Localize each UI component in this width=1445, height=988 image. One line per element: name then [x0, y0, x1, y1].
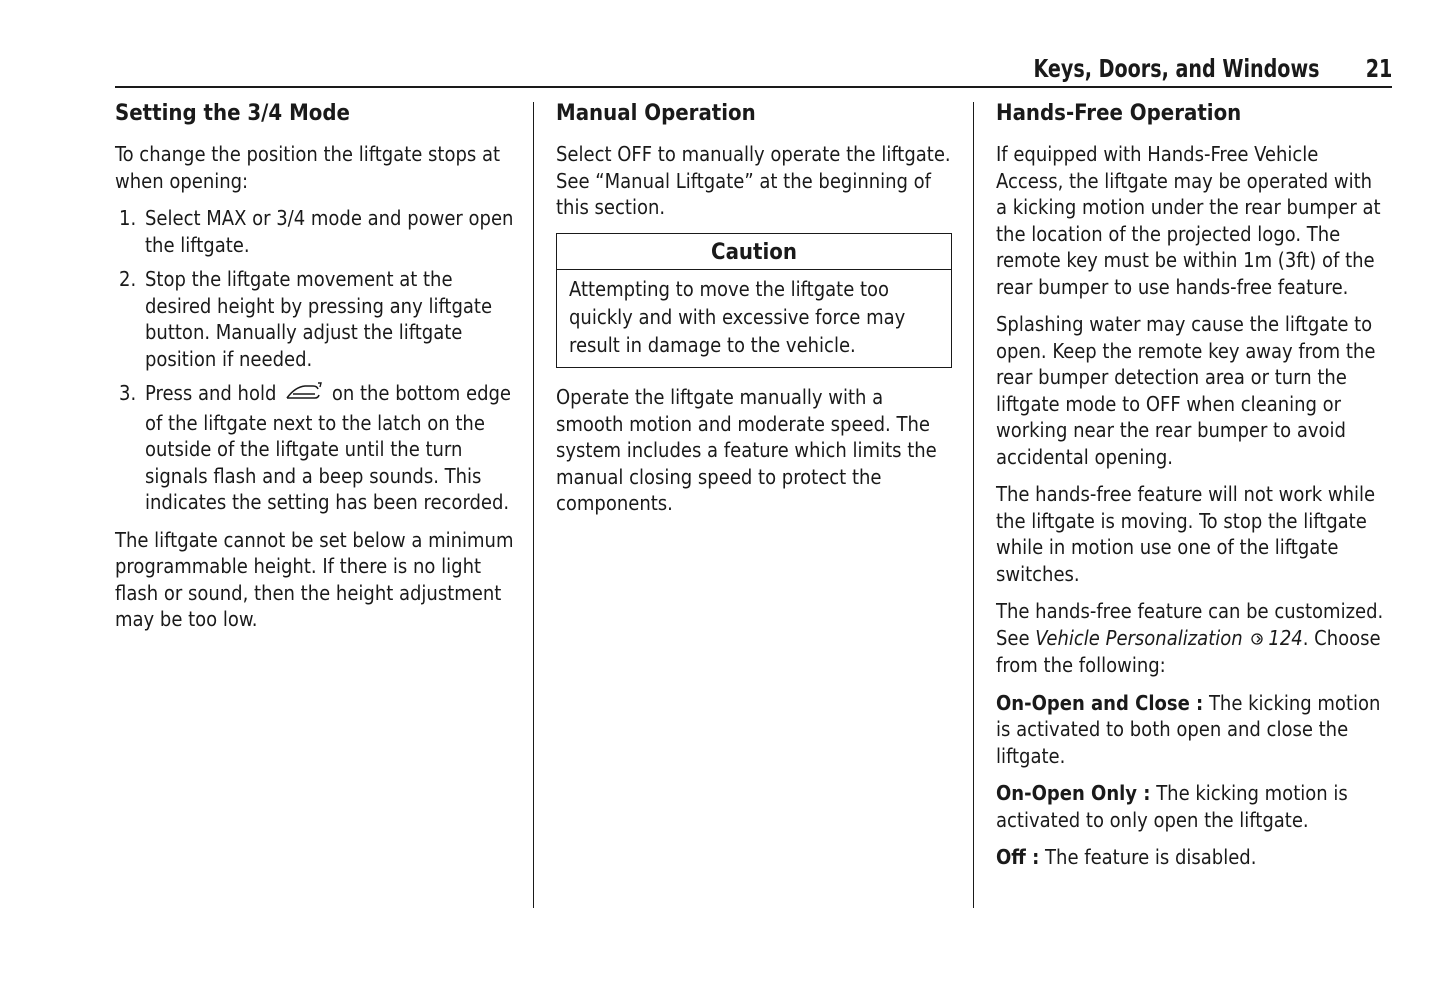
caution-box — [556, 233, 952, 369]
caution-body: Attempting to move the liftgate too quickly and with excessive force may result in damage to the vehicle. — [569, 277, 906, 357]
heading-hands-free: Hands-Free Operation — [996, 101, 1242, 126]
hands-free-p2: Splashing water may cause the liftgate to open. Keep the remote key away from the rear bumper detection area or turn the liftgate mode to OFF when cleaning or working near the rear bumper to avoid accidental opening. — [996, 312, 1376, 469]
column-divider-left — [533, 102, 534, 908]
p4-intro: The hands-free feature can be customized. See — [996, 599, 1384, 650]
column-hands-free — [996, 100, 1386, 882]
page-reference-icon — [1251, 626, 1265, 653]
step-number: 2. — [119, 267, 137, 291]
page-number: 21 — [1365, 54, 1392, 83]
steps-list — [115, 205, 515, 516]
liftgate-icon — [285, 381, 323, 410]
section-title: Keys, Doors, and Windows — [1032, 54, 1319, 83]
heading-setting-mode: Setting the 3/4 Mode — [115, 101, 350, 126]
setting-mode-closing: The liftgate cannot be set below a minimum programmable height. If there is no light flash or sound, then the height adjustment may be too low. — [115, 527, 514, 631]
option-item — [996, 690, 1386, 770]
step-item — [115, 266, 515, 372]
step-text-after: on the bottom edge of the liftgate next to the latch on the outside of the liftgate until the turn signals flash and a beep sounds. This indicates the setting has been recorded. — [145, 381, 511, 514]
column-divider-right — [973, 102, 974, 908]
heading-manual-operation: Manual Operation — [556, 101, 756, 126]
manual-operation-intro: Select OFF to manually operate the liftgate. See “Manual Liftgate” at the beginning of this section. — [556, 142, 951, 219]
step-number: 1. — [119, 206, 137, 230]
page-header — [115, 52, 1392, 88]
manual-operation-body: Operate the liftgate manually with a smooth motion and moderate speed. The system includes a feature which limits the manual closing speed to protect the components. — [556, 385, 937, 515]
p4-outro: . Choose from the following: — [996, 625, 1381, 677]
option-term: On-Open and Close : — [996, 690, 1204, 715]
option-term: On-Open Only : — [996, 781, 1151, 805]
caution-title: Caution — [557, 234, 951, 271]
hands-free-p4 — [996, 598, 1386, 679]
step-text: Stop the liftgate movement at the desired height by pressing any liftgate button. Manually adjust the liftgate position if needed. — [145, 267, 493, 371]
step-number: 3. — [119, 381, 137, 405]
option-desc: The kicking motion is activated to both open and close the liftgate. — [996, 690, 1381, 768]
option-term: Off : — [996, 845, 1040, 869]
page-reference[interactable]: 124 — [1268, 625, 1303, 650]
setting-mode-intro: To change the position the liftgate stops at when opening: — [115, 142, 501, 193]
step-text-before: Press and hold — [145, 381, 277, 405]
option-item — [996, 844, 1386, 871]
column-setting-mode — [115, 100, 515, 644]
step-item — [115, 205, 515, 258]
hands-free-p3: The hands-free feature will not work while the liftgate is moving. To stop the liftgate while in motion use one of the liftgate switches. — [996, 482, 1376, 586]
option-desc: The feature is disabled. — [1039, 845, 1257, 869]
step-text: Select MAX or 3/4 mode and power open the liftgate. — [145, 206, 514, 257]
column-manual-operation — [556, 100, 952, 528]
option-desc: The kicking motion is activated to only open the liftgate. — [996, 781, 1348, 832]
option-item — [996, 780, 1386, 833]
vehicle-personalization-link[interactable]: Vehicle Personalization — [1035, 625, 1243, 650]
step-item — [115, 380, 515, 516]
hands-free-p1: If equipped with Hands-Free Vehicle Access, the liftgate may be operated with a kicking motion under the rear bumper at the location of the projected logo. The remote key must be within 1m (3ft) of the rear bumper to use hands-free feature. — [996, 142, 1381, 299]
